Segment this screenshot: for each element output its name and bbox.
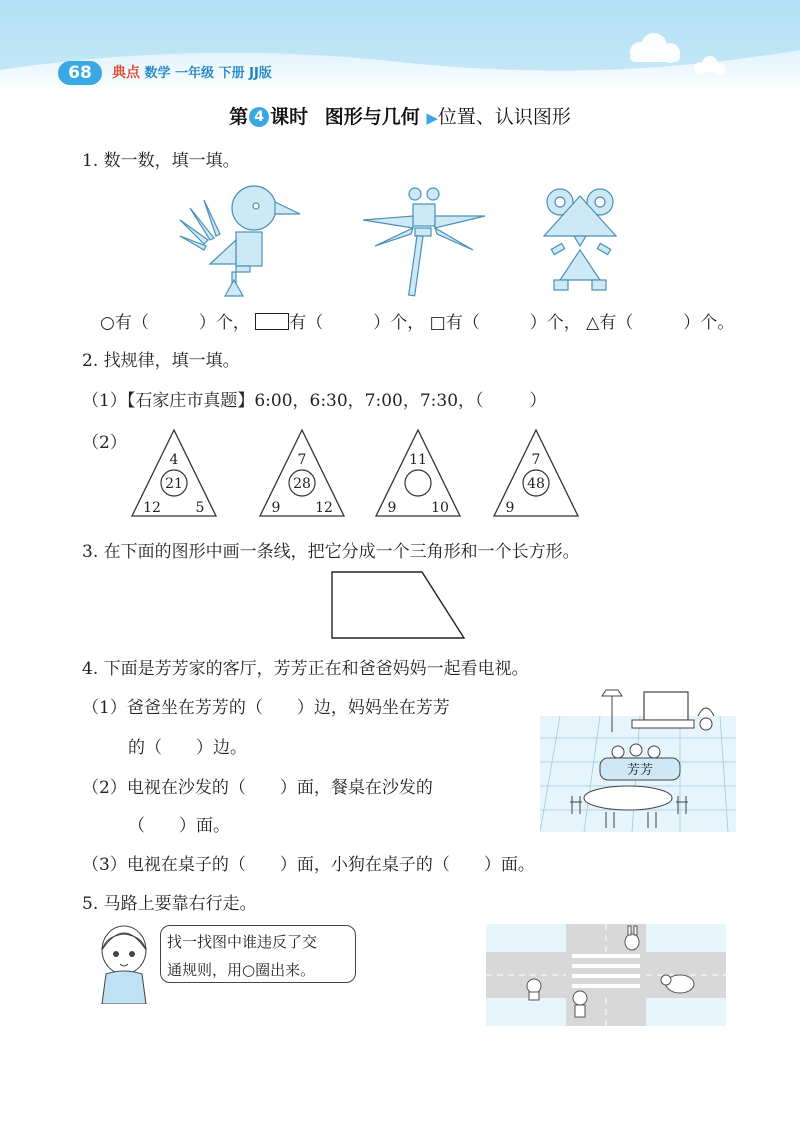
number-triangles [128, 426, 588, 522]
play-arrow-icon: ▶ [426, 109, 438, 127]
bubble-text-line1: 找一找图中谁违反了交 [167, 933, 318, 951]
dragonfly-figure [363, 188, 485, 296]
bird-figure [180, 186, 300, 296]
close-paren: ）个， [198, 313, 250, 333]
triangle-count-label: △有（ [586, 313, 634, 333]
triangle-top-number: 7 [297, 452, 307, 468]
q4-part2-line2: （ ）面。 [128, 816, 230, 836]
triangle-top-number: 4 [169, 452, 179, 468]
q4-prompt: 4. 下面是芳芳家的客厅，芳芳正在和爸爸妈妈一起看电视。 [82, 659, 529, 679]
exam-source-tag: 【石家庄市真题】 [126, 391, 255, 411]
lesson-title [0, 102, 800, 129]
triangle-right-number: 5 [195, 500, 205, 516]
close-paren: ）个， [373, 313, 425, 333]
lesson-prefix: 第 [229, 106, 249, 128]
time-sequence: 6:00，6:30，7:00，7:30，（ [254, 391, 484, 411]
page-number: 68 [58, 61, 102, 85]
square-count-label: □有（ [429, 313, 480, 333]
crossroad-illustration [486, 924, 726, 1026]
triangle-left-number: 9 [387, 500, 397, 516]
triangle-center-number: 21 [165, 476, 183, 492]
brand-logo-text: 典点 [112, 65, 140, 81]
dining-table-icon [584, 786, 672, 810]
q3-prompt: 3. 在下面的图形中画一条线，把它分成一个三角形和一个长方形。 [82, 542, 580, 562]
number-triangle [376, 430, 460, 516]
q1-figures [170, 180, 640, 300]
q5-prompt: 5. 马路上要靠右行走。 [82, 894, 257, 914]
number-triangle [494, 430, 578, 516]
bubble-text-line2: 通规则，用○圈出来。 [167, 961, 316, 979]
triangle-left-number: 9 [271, 500, 281, 516]
triangle-center-number: 28 [293, 476, 311, 492]
triangle-top-number: 11 [409, 452, 427, 468]
triangle-center-blank[interactable] [405, 470, 431, 496]
q4-part2-line1: （2）电视在沙发的（ ）面，餐桌在沙发的 [82, 778, 433, 798]
robot-figure [544, 189, 616, 290]
q1-answer-line [100, 308, 734, 333]
rect-count-label: 有（ [289, 313, 324, 333]
triangle-top-number: 7 [531, 452, 541, 468]
lesson-number-badge: 4 [249, 107, 269, 127]
triangle-left-number: 9 [505, 500, 515, 516]
living-room-illustration [540, 688, 736, 832]
mouse-icon [527, 979, 541, 1000]
q2-part1-label: （1） [82, 391, 127, 411]
close-paren: ） [529, 391, 547, 411]
q2-part1 [82, 386, 547, 411]
q4-part1-line2: 的（ ）边。 [128, 738, 247, 758]
lesson-subtitle: 位置、认识图形 [437, 106, 571, 128]
close-paren: ）个。 [683, 313, 735, 333]
sofa-name-label: 芳芳 [626, 763, 654, 778]
tv-icon [644, 692, 688, 720]
triangle-left-number: 12 [143, 500, 161, 516]
q1-prompt: 1. 数一数，填一填。 [82, 151, 240, 171]
lesson-suffix: 课时 [270, 106, 309, 128]
circle-count-label: ○有（ [100, 313, 149, 333]
number-triangle [132, 430, 216, 516]
q4-part1-line1: （1）爸爸坐在芳芳的（ ）边，妈妈坐在芳芳 [82, 698, 450, 718]
q2-part2-label: （2） [82, 433, 127, 453]
q2-prompt: 2. 找规律，填一填。 [82, 351, 240, 371]
triangle-right-number: 12 [315, 500, 333, 516]
girl-avatar [92, 922, 156, 1004]
number-triangle [260, 430, 344, 516]
book-info-text: 数学 一年级 下册 JJ版 [144, 66, 272, 81]
rectangle-icon [255, 313, 289, 330]
trapezoid-figure[interactable] [330, 570, 470, 642]
q4-part3: （3）电视在桌子的（ ）面，小狗在桌子的（ ）面。 [82, 855, 535, 875]
book-info [112, 62, 272, 82]
lesson-main-title: 图形与几何 [324, 106, 420, 128]
triangle-right-number: 10 [431, 500, 449, 516]
triangle-center-number: 48 [527, 476, 545, 492]
close-paren: ）个， [529, 313, 581, 333]
speech-bubble [160, 925, 356, 983]
